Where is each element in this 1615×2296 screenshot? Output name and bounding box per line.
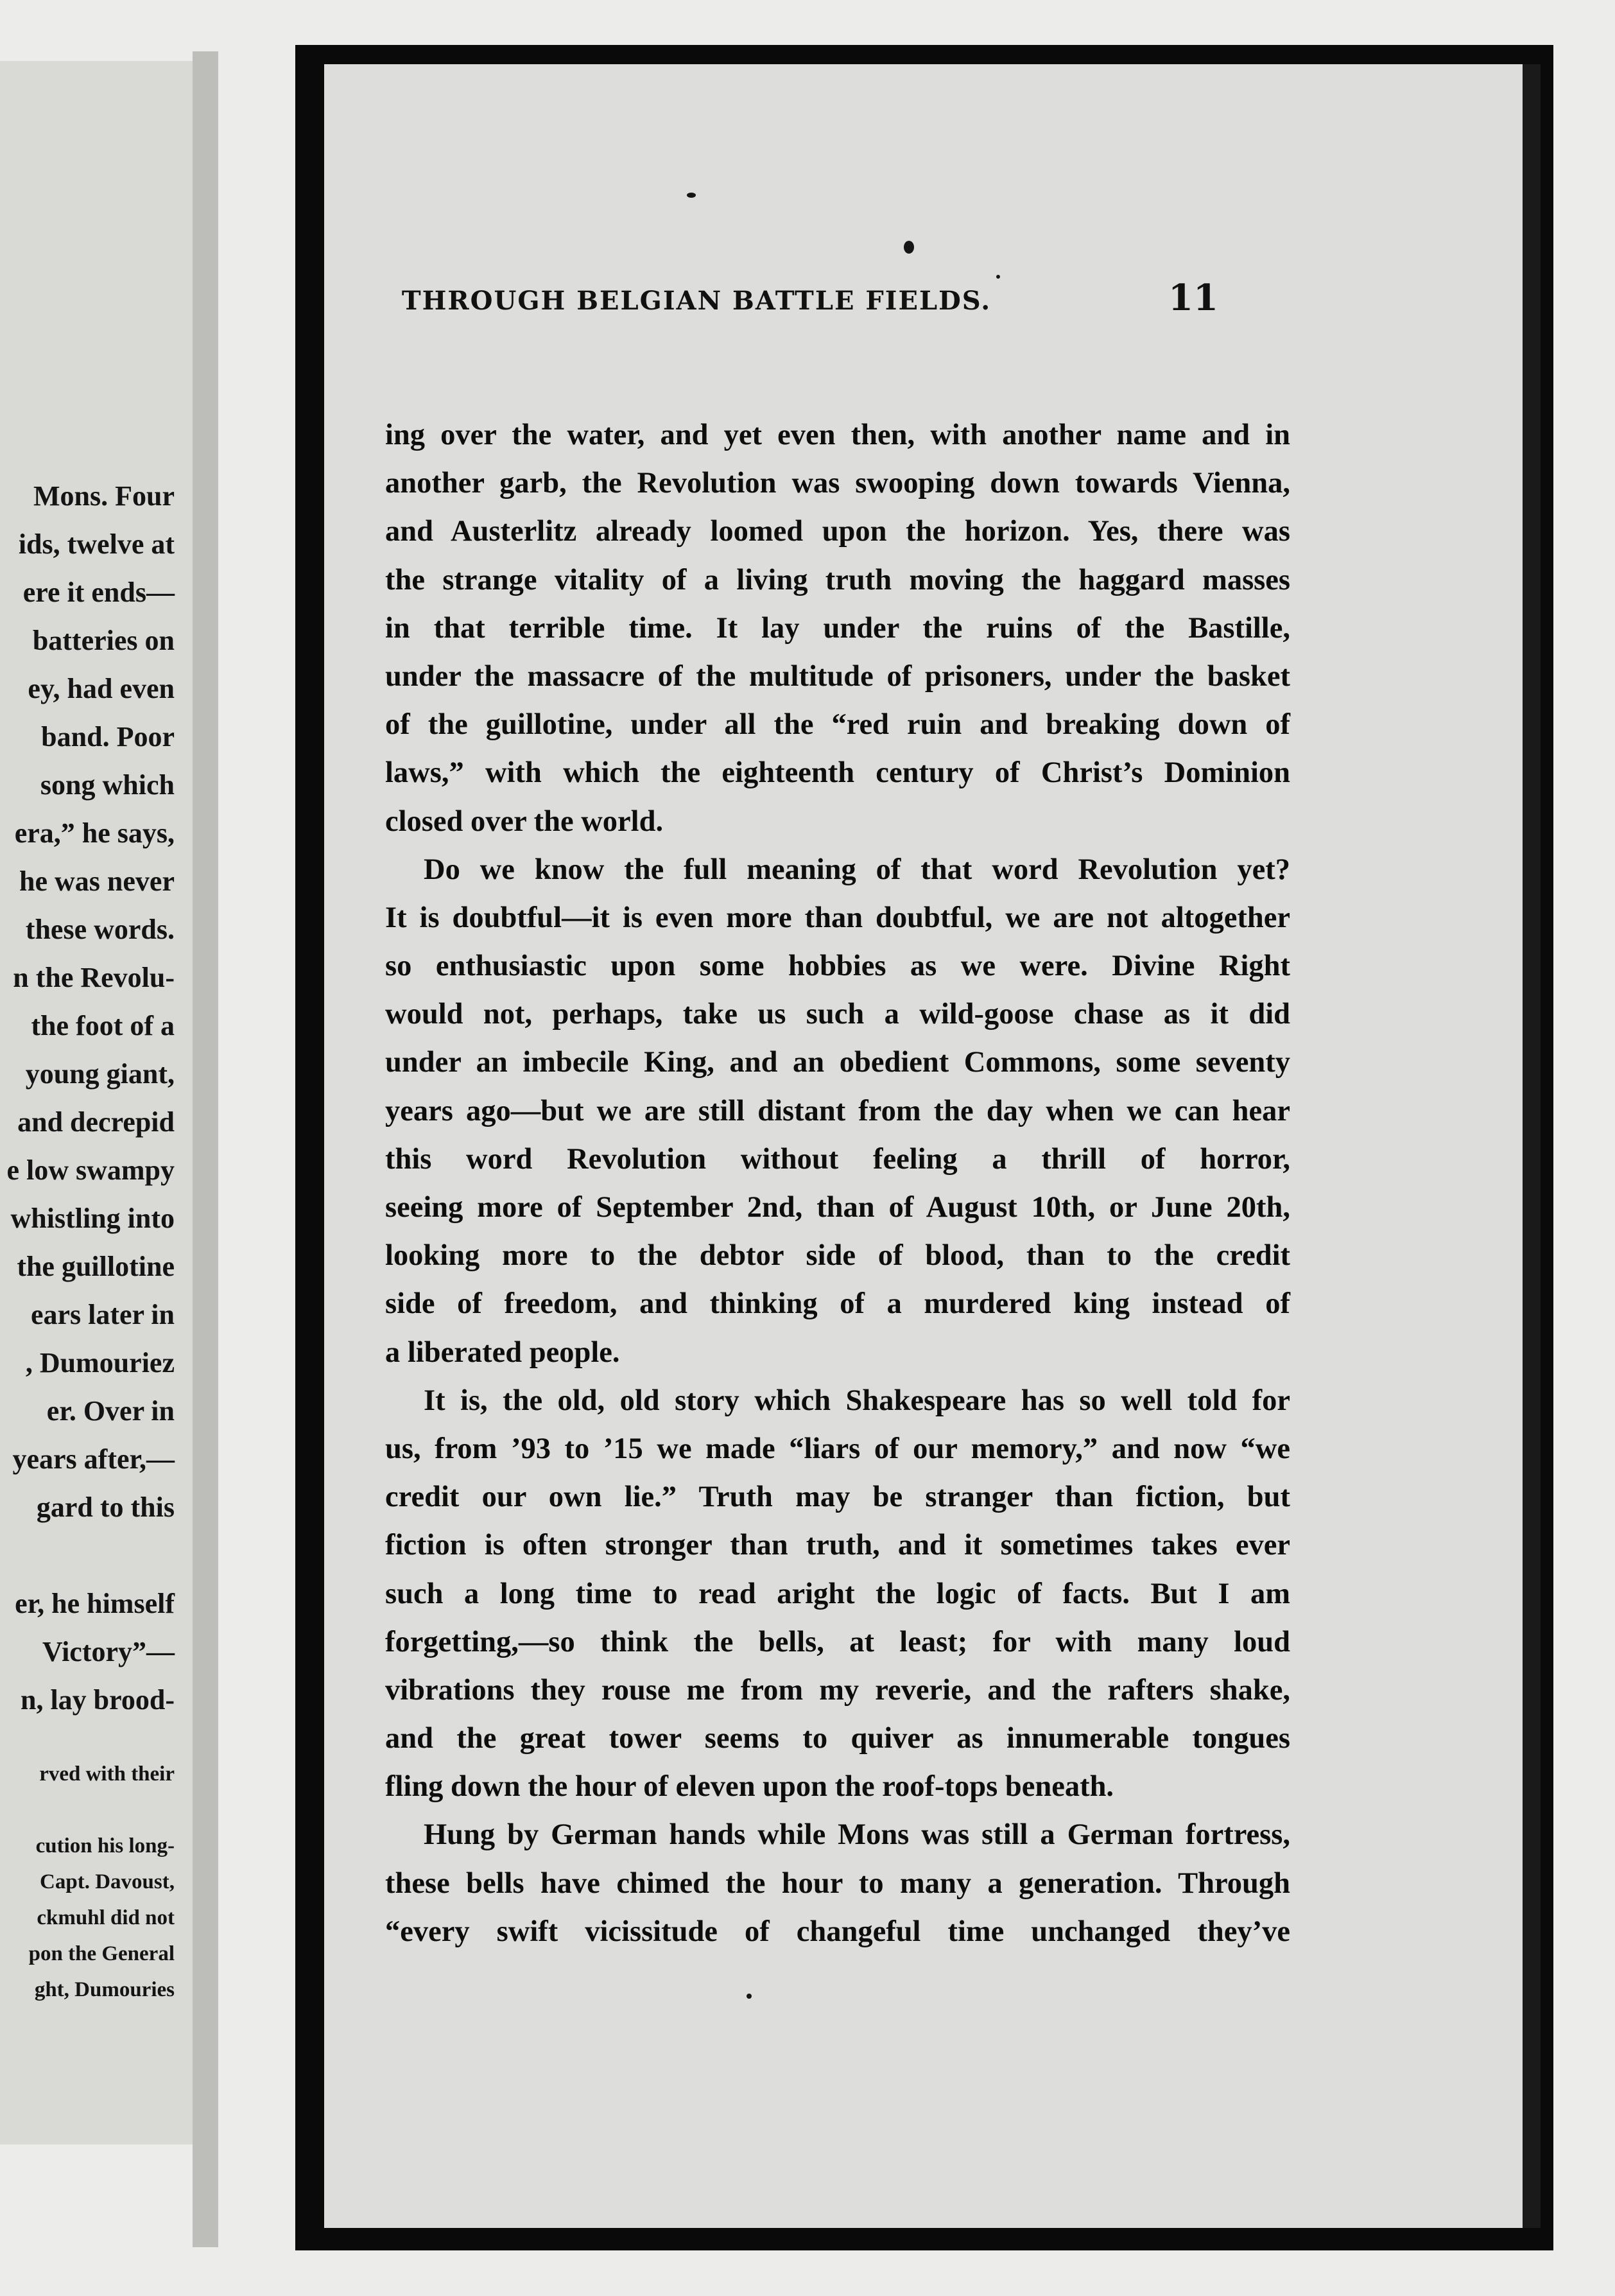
ink-speck [687, 193, 696, 198]
text-line: fling down the hour of eleven upon the roof-tops beneath. [385, 1770, 1114, 1804]
left-page-line: the foot of a [31, 1010, 175, 1041]
left-page-footnote-line [0, 1792, 175, 1828]
text-line: years ago—but we are still distant from the day when we can hear [385, 1094, 1290, 1127]
text-line: ing over the water, and yet even then, with another name and in [385, 419, 1290, 451]
ink-speck [747, 1994, 752, 1999]
left-page-line: , Dumouriez [25, 1347, 175, 1378]
left-page-line: whistling into [10, 1203, 175, 1234]
left-page-text [0, 472, 175, 1724]
text-line: looking more to the debtor side of blood, than to the credit [385, 1239, 1290, 1273]
left-page-line: ears later in [30, 1299, 175, 1330]
left-page-footnote-line: ckmuhl did not [37, 1906, 175, 1929]
left-page-line: ey, had even [28, 673, 175, 704]
text-line: under the massacre of the multitude of prisoners, under the basket [385, 659, 1290, 693]
left-page-line: ids, twelve at [18, 528, 175, 560]
text-line: another garb, the Revolution was swooping down towards Vienna, [385, 467, 1290, 500]
left-page-line: gard to this [36, 1492, 175, 1523]
text-line: so enthusiastic upon some hobbies as we were. Divine Right [385, 950, 1290, 983]
text-line: such a long time to read aright the logic of facts. But I am [385, 1577, 1290, 1610]
text-line: in that terrible time. It lay under the ruins of the Bastille, [385, 611, 1290, 645]
left-page-footnote-line: cution his long- [35, 1834, 175, 1857]
left-page-line: Mons. Four [33, 480, 175, 512]
left-page-footnotes [0, 1756, 175, 2008]
left-page-line: he was never [19, 865, 175, 897]
text-line: us, from ’93 to ’15 we made “liars of our memory,” and now “we [385, 1432, 1290, 1465]
page-edge-shadow [1523, 64, 1541, 2228]
left-page-line: era,” he says, [14, 817, 175, 849]
left-page-footnote-line: rved with their [39, 1762, 175, 1786]
left-page-footnote-line: pon the General [28, 1942, 175, 1965]
left-page-line: these words. [25, 914, 175, 945]
left-page-footnote-line: Capt. Davoust, [40, 1870, 175, 1893]
text-line: credit our own lie.” Truth may be stranger than fiction, but [385, 1481, 1290, 1514]
left-page-line: band. Poor [41, 721, 175, 752]
ink-speck [904, 241, 914, 254]
text-line: Hung by German hands while Mons was still a German fortress, [424, 1818, 1290, 1852]
text-line: “every swift vicissitude of changeful time unchanged they’ve [385, 1915, 1290, 1948]
left-page-line: batteries on [32, 625, 175, 656]
text-line: of the guillotine, under all the “red ruin and breaking down of [385, 708, 1290, 742]
text-line: a liberated people. [385, 1335, 620, 1369]
left-facing-page [0, 61, 193, 2144]
text-line: these bells have chimed the hour to many a generation. Through [385, 1866, 1290, 1900]
text-line: the strange vitality of a living truth moving the haggard masses [385, 563, 1290, 596]
text-line: and the great tower seems to quiver as innumerable tongues [385, 1722, 1290, 1755]
left-page-line: and decrepid [17, 1106, 175, 1138]
text-line: It is, the old, old story which Shakespeare has so well told for [424, 1384, 1290, 1417]
page-number: 11 [1168, 277, 1218, 319]
book-gutter [193, 51, 218, 2247]
text-line: laws,” with which the eighteenth century of Christ’s Dominion [385, 756, 1290, 790]
left-page-line: n the Revolu- [13, 962, 175, 993]
left-page-line: er, he himself [15, 1588, 175, 1619]
left-page-line: song which [40, 769, 175, 801]
left-page-line: Victory”— [42, 1636, 175, 1667]
text-line: and Austerlitz already loomed upon the horizon. Yes, there was [385, 515, 1290, 548]
left-page-line: ere it ends— [22, 577, 175, 608]
left-page-line: e low swampy [6, 1154, 175, 1186]
left-page-line: n, lay brood- [20, 1684, 175, 1716]
left-page-line: the guillotine [17, 1251, 175, 1282]
text-line: It is doubtful—it is even more than doubtful, we are not altogether [385, 901, 1290, 934]
left-page-line: er. Over in [46, 1395, 175, 1427]
text-line: side of freedom, and thinking of a murdered king instead of [385, 1287, 1290, 1321]
text-line: under an imbecile King, and an obedient Commons, some seventy [385, 1046, 1290, 1079]
left-page-line: young giant, [25, 1058, 175, 1090]
body-text [385, 411, 1290, 1956]
running-title: THROUGH BELGIAN BATTLE FIELDS. [401, 286, 992, 316]
text-line: closed over the world. [385, 804, 664, 838]
left-page-footnote-line: ght, Dumouries [34, 1978, 175, 2001]
text-line: seeing more of September 2nd, than of August 10th, or June 20th, [385, 1191, 1290, 1224]
page-header [254, 273, 1293, 331]
left-page-line [0, 1531, 175, 1579]
text-line: vibrations they rouse me from my reverie, and the rafters shake, [385, 1673, 1290, 1707]
text-line: this word Revolution without feeling a thrill of horror, [385, 1142, 1290, 1176]
text-line: would not, perhaps, take us such a wild-goose chase as it did [385, 998, 1290, 1031]
text-line: Do we know the full meaning of that word Revolution yet? [424, 853, 1290, 886]
text-line: fiction is often stronger than truth, and it sometimes takes ever [385, 1529, 1290, 1562]
left-page-line: years after,— [12, 1443, 175, 1475]
text-line: forgetting,—so think the bells, at least; for with many loud [385, 1625, 1290, 1658]
